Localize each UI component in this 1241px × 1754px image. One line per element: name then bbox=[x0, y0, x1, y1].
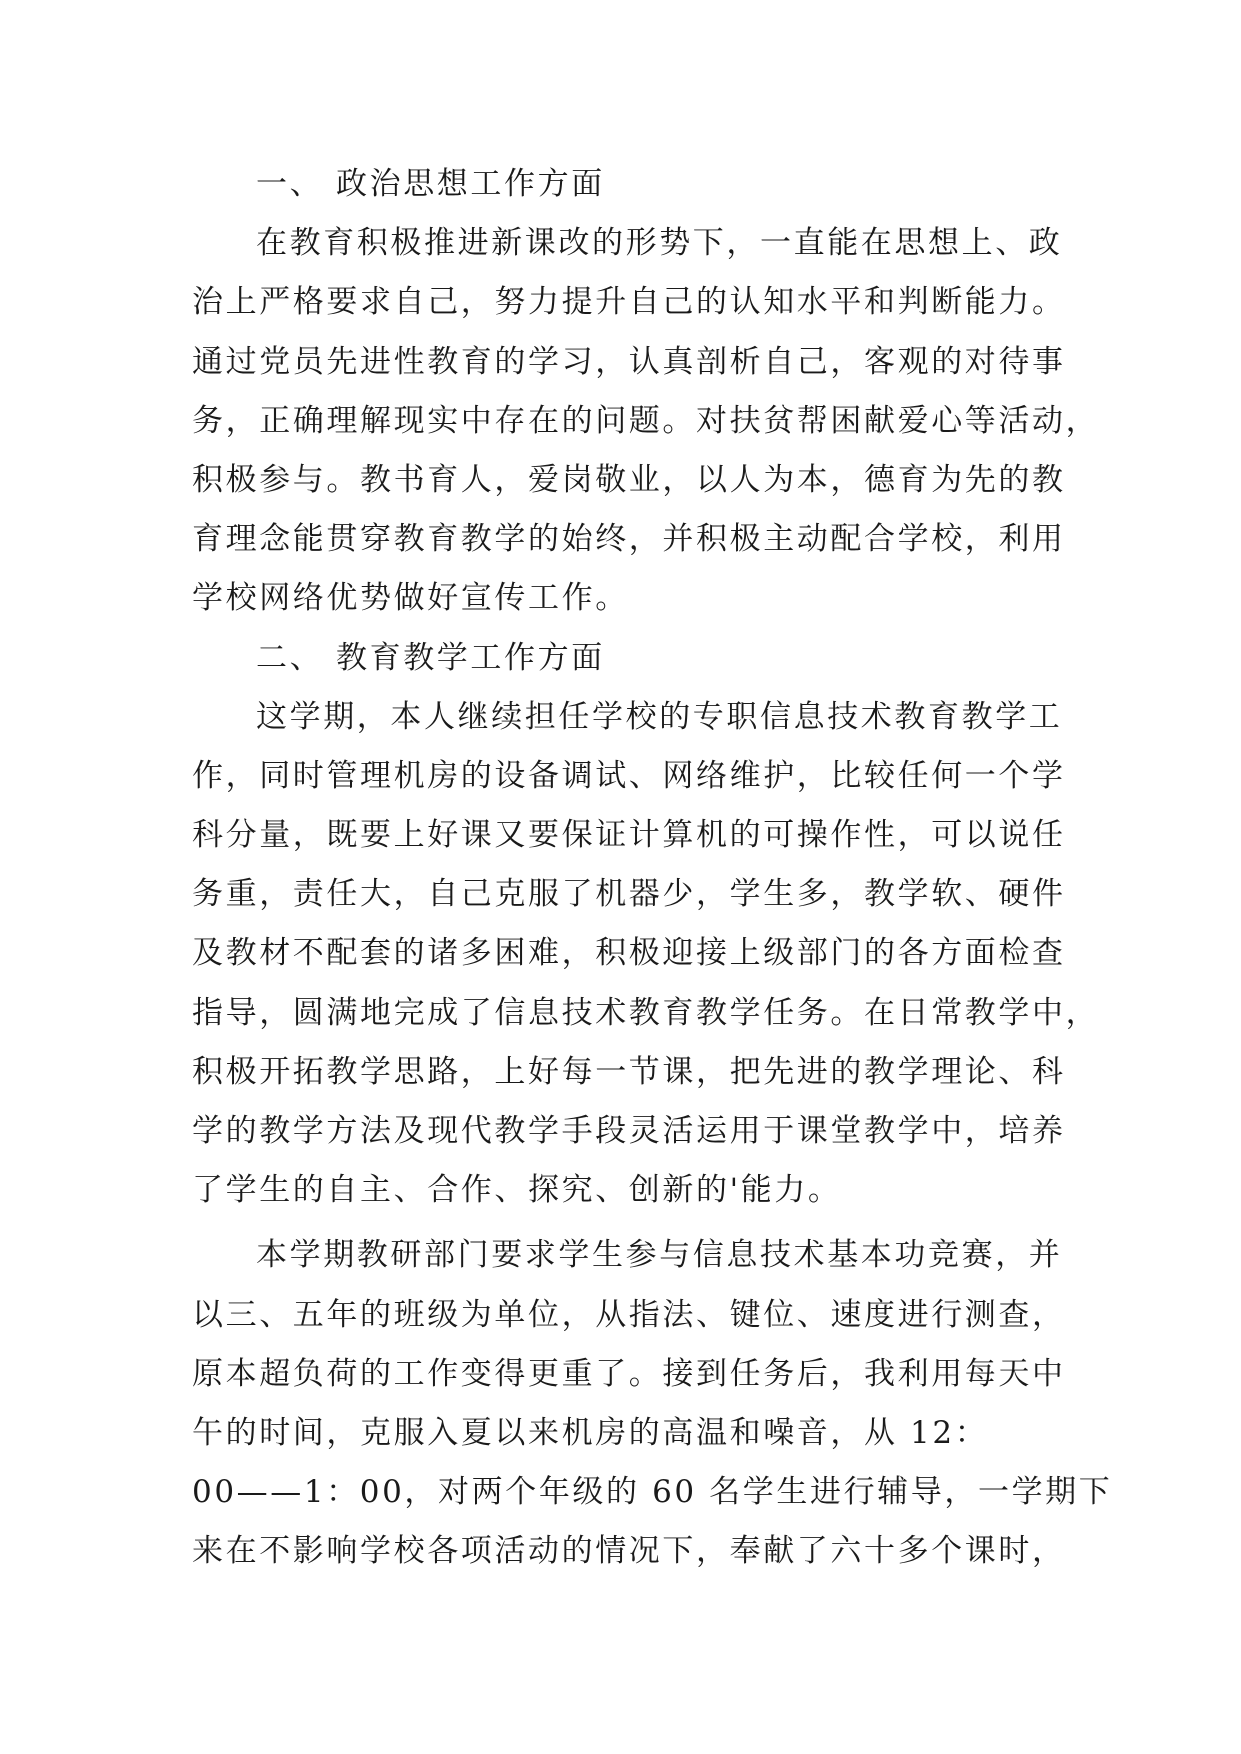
paragraph-line: 务重，责任大，自己克服了机器少，学生多，教学软、硬件 bbox=[192, 876, 1066, 913]
paragraph-line: 育理念能贯穿教育教学的始终，并积极主动配合学校，利用 bbox=[192, 521, 1066, 558]
paragraph bbox=[192, 688, 1100, 1221]
paragraph-line: 及教材不配套的诸多困难，积极迎接上级部门的各方面检查 bbox=[192, 935, 1066, 972]
paragraph-line: 以三、五年的班级为单位，从指法、键位、速度进行测查， bbox=[192, 1296, 1066, 1333]
paragraph-line: 务，正确理解现实中存在的问题。对扶贫帮困献爱心等活动， bbox=[192, 402, 1100, 439]
paragraph-line: 指导，圆满地完成了信息技术教育教学任务。在日常教学中， bbox=[192, 994, 1100, 1031]
document-body bbox=[192, 155, 1113, 1582]
paragraph-line: 00——1：00，对两个年级的 60 名学生进行辅导，一学期下 bbox=[192, 1474, 1113, 1511]
paragraph-line: 积极参与。教书育人，爱岗敬业，以人为本，德育为先的教 bbox=[192, 461, 1066, 498]
paragraph-line: 治上严格要求自己，努力提升自己的认知水平和判断能力。 bbox=[192, 284, 1066, 321]
section-title: 政治思想工作方面 bbox=[336, 166, 605, 202]
section-heading bbox=[192, 155, 1052, 214]
paragraph-line: 来在不影响学校各项活动的情况下，奉献了六十多个课时， bbox=[192, 1533, 1066, 1570]
section-number: 二、 bbox=[256, 639, 324, 676]
paragraph bbox=[192, 1226, 1113, 1581]
paragraph-line: 通过党员先进性教育的学习，认真剖析自己，客观的对待事 bbox=[192, 343, 1066, 380]
paragraph-line: 了学生的自主、合作、探究、创新的'能力。 bbox=[192, 1172, 842, 1209]
section-title: 教育教学工作方面 bbox=[336, 639, 605, 676]
paragraph-line: 科分量，既要上好课又要保证计算机的可操作性，可以说任 bbox=[192, 817, 1066, 854]
paragraph-line: 午的时间，克服入夏以来机房的高温和噪音，从 12： bbox=[192, 1414, 989, 1451]
paragraph-line: 学的教学方法及现代教学手段灵活运用于课堂教学中，培养 bbox=[192, 1113, 1066, 1149]
paragraph-line: 这学期，本人继续担任学校的专职信息技术教育教学工 bbox=[256, 698, 1063, 735]
paragraph-line: 积极开拓教学思路，上好每一节课，把先进的教学理论、科 bbox=[192, 1053, 1066, 1090]
paragraph-line: 本学期教研部门要求学生参与信息技术基本功竞赛，并 bbox=[256, 1237, 1063, 1274]
paragraph-line: 原本超负荷的工作变得更重了。接到任务后，我利用每天中 bbox=[192, 1355, 1066, 1392]
section-number: 一、 bbox=[256, 166, 324, 202]
paragraph-line: 在教育积极推进新课改的形势下，一直能在思想上、政 bbox=[256, 225, 1063, 262]
section-heading bbox=[192, 629, 1052, 688]
paragraph bbox=[192, 214, 1100, 628]
paragraph-line: 作，同时管理机房的设备调试、网络维护，比较任何一个学 bbox=[192, 757, 1066, 794]
paragraph-line: 学校网络优势做好宣传工作。 bbox=[192, 580, 629, 617]
